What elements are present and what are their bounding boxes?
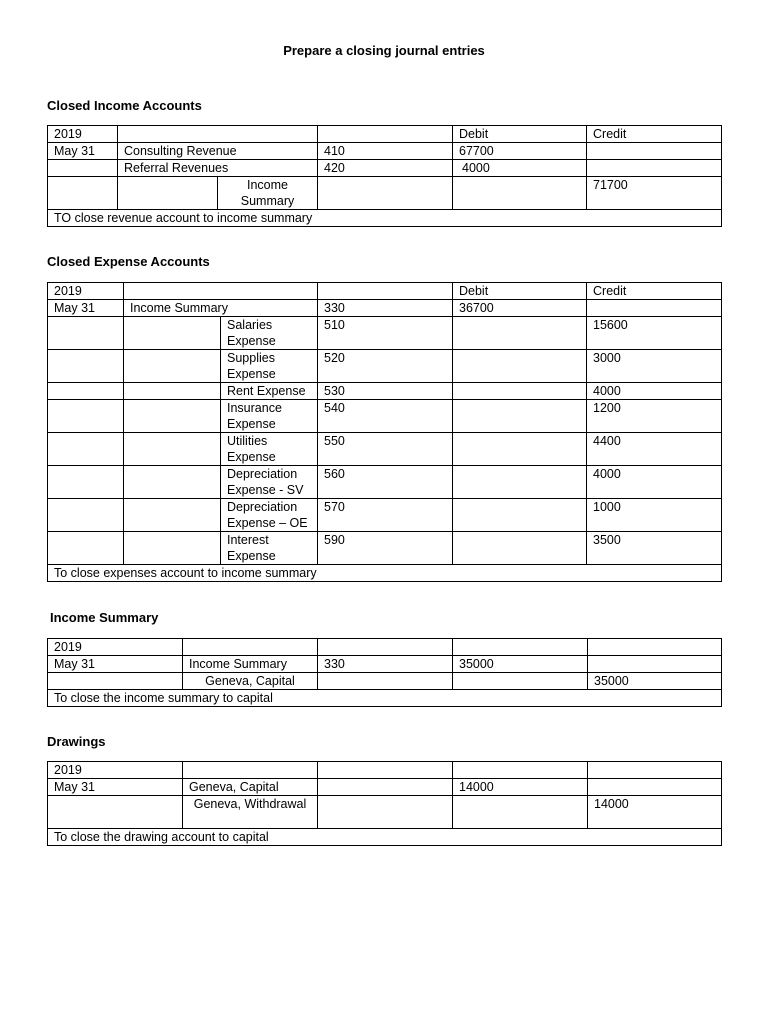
entry-note: To close the drawing account to capital [48,829,722,846]
table-row [48,779,722,796]
year-cell: 2019 [48,639,183,656]
entry-note: TO close revenue account to income summary [48,210,722,227]
year-cell: 2019 [48,762,183,779]
table-row [48,690,722,707]
account-cell: Interest Expense [221,532,318,565]
account-cell: Supplies Expense [221,350,318,383]
ref-cell: 550 [318,433,453,466]
year-cell: 2019 [48,283,124,300]
table-row [48,383,722,400]
account-cell: Geneva, Capital [183,779,318,796]
credit-cell: 1000 [587,499,722,532]
date-cell: May 31 [48,143,118,160]
table-row [48,210,722,227]
debit-cell: 36700 [453,300,587,317]
ref-cell: 540 [318,400,453,433]
table-row [48,565,722,582]
ref-cell: 330 [318,300,453,317]
credit-cell: 14000 [588,796,722,829]
account-cell: Rent Expense [221,383,318,400]
account-cell: Insurance Expense [221,400,318,433]
table-row [48,350,722,383]
account-cell: Consulting Revenue [118,143,318,160]
expense-heading: Closed Expense Accounts [47,254,210,269]
table-row [48,656,722,673]
date-cell: May 31 [48,300,124,317]
account-cell: Depreciation Expense - SV [221,466,318,499]
credit-cell: 35000 [588,673,722,690]
page-title: Prepare a closing journal entries [283,43,485,58]
entry-note: To close expenses account to income summary [48,565,722,582]
debit-header: Debit [453,283,587,300]
ref-cell: 510 [318,317,453,350]
debit-cell: 4000 [453,160,587,177]
credit-cell: 3000 [587,350,722,383]
date-cell: May 31 [48,779,183,796]
drawings-journal-table [47,761,722,846]
table-row [48,300,722,317]
debit-cell: 14000 [453,779,588,796]
ref-cell: 570 [318,499,453,532]
credit-cell: 4000 [587,466,722,499]
account-cell: Income Summary [183,656,318,673]
table-row [48,829,722,846]
credit-cell: 15600 [587,317,722,350]
revenue-heading: Closed Income Accounts [47,98,202,113]
account-cell: Depreciation Expense – OE [221,499,318,532]
account-cell: Salaries Expense [221,317,318,350]
table-row [48,433,722,466]
table-row [48,400,722,433]
account-cell: Referral Revenues [118,160,318,177]
credit-header: Credit [587,126,722,143]
table-row [48,639,722,656]
ref-cell: 530 [318,383,453,400]
table-row [48,143,722,160]
debit-cell: 35000 [453,656,588,673]
table-row [48,177,722,210]
table-row [48,283,722,300]
account-cell: Geneva, Capital [183,673,318,690]
revenue-journal-table [47,125,722,227]
account-cell: Income Summary [124,300,318,317]
table-row [48,673,722,690]
account-cell: Income Summary [218,177,318,210]
credit-cell: 4000 [587,383,722,400]
ref-cell: 410 [318,143,453,160]
debit-header: Debit [453,126,587,143]
ref-cell: 420 [318,160,453,177]
table-row [48,317,722,350]
table-row [48,126,722,143]
summary-journal-table [47,638,722,707]
table-row [48,762,722,779]
credit-cell: 4400 [587,433,722,466]
table-row [48,796,722,829]
summary-heading: Income Summary [50,610,159,625]
table-row [48,532,722,565]
credit-cell: 3500 [587,532,722,565]
ref-cell: 590 [318,532,453,565]
drawings-heading: Drawings [47,734,106,749]
expense-journal-table [47,282,722,582]
ref-cell: 560 [318,466,453,499]
ref-cell: 520 [318,350,453,383]
table-row [48,499,722,532]
account-cell: Utilities Expense [221,433,318,466]
date-cell: May 31 [48,656,183,673]
account-cell: Geneva, Withdrawal [183,796,318,829]
table-row [48,466,722,499]
year-cell: 2019 [48,126,118,143]
debit-cell: 67700 [453,143,587,160]
credit-cell: 71700 [587,177,722,210]
entry-note: To close the income summary to capital [48,690,722,707]
credit-header: Credit [587,283,722,300]
credit-cell: 1200 [587,400,722,433]
ref-cell: 330 [318,656,453,673]
table-row [48,160,722,177]
